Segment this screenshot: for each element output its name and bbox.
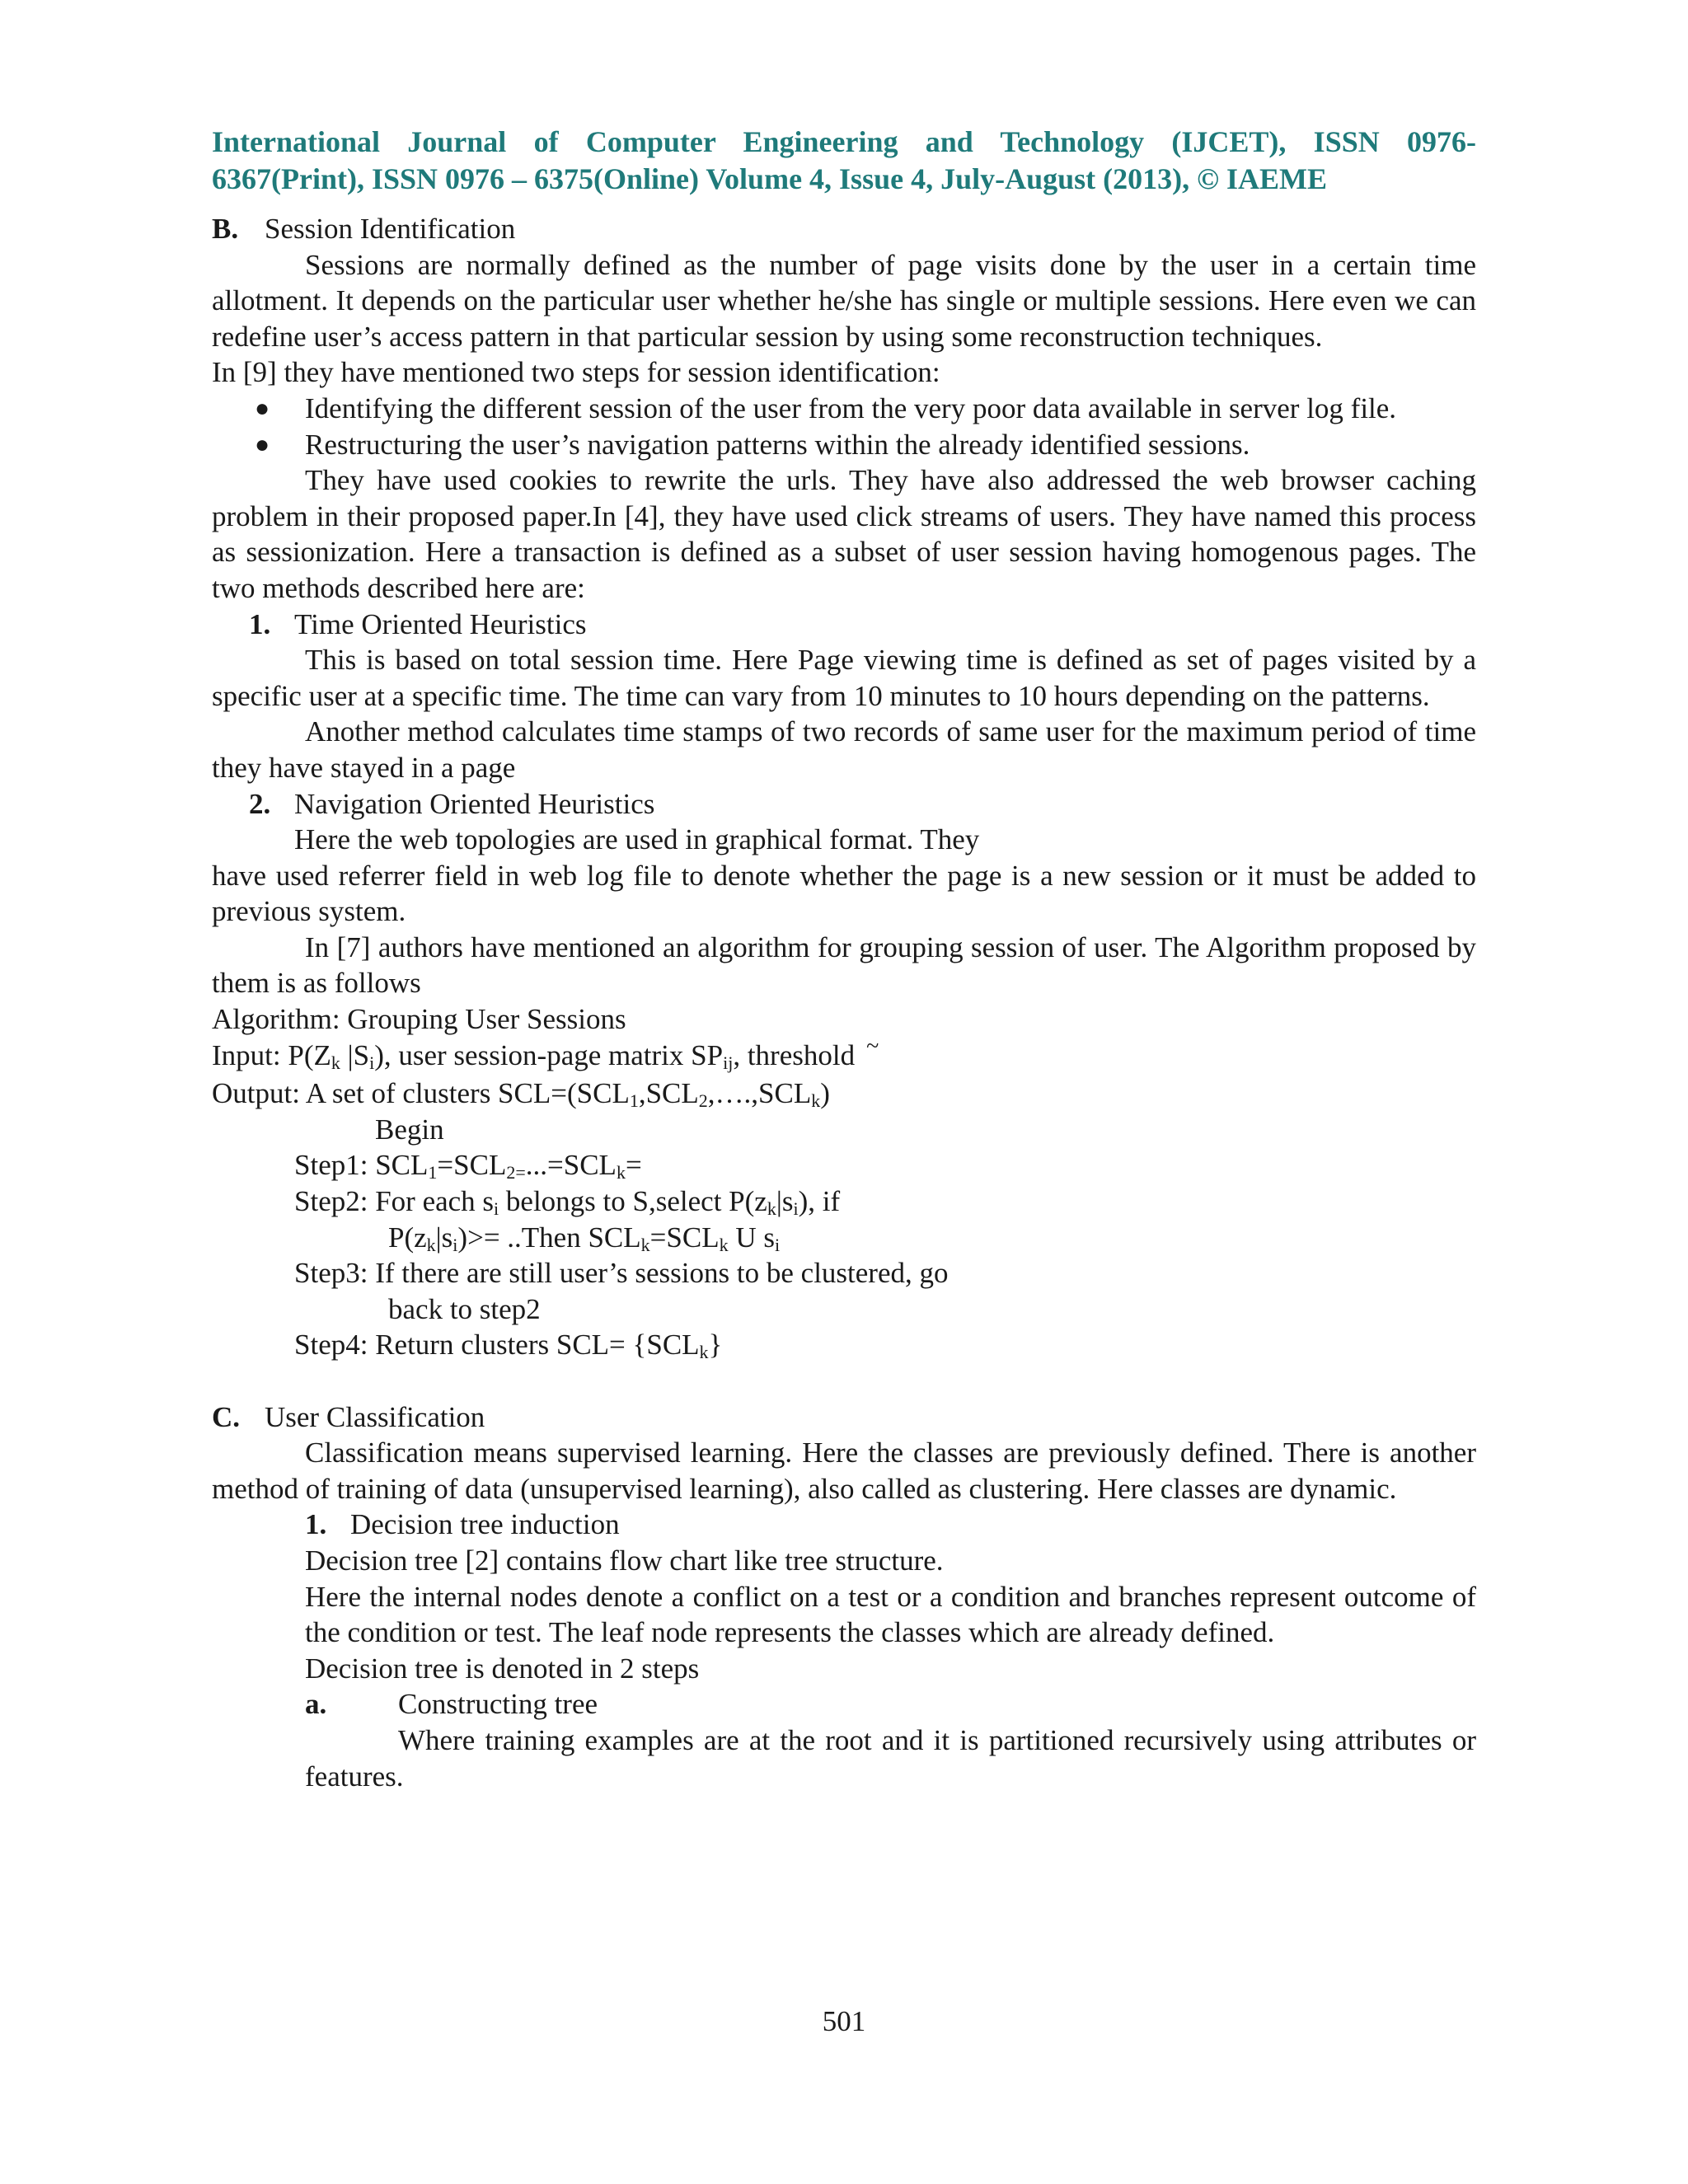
decision-tree-number: 1.	[305, 1508, 327, 1541]
section-b-paragraph-4: In [7] authors have mentioned an algorithm for grouping session of user. The Algorithm proposed by them is as follows	[212, 930, 1476, 1000]
list-item-text: Identifying the different session of the user from the very poor data available in server log file.	[305, 391, 1397, 424]
section-b-paragraph-3: They have used cookies to rewrite the urls. They have also addressed the web browser caching problem in their proposed paper.In [4], they have used click streams of users. They have named this process as sessionization. Here a transaction is defined as a subset of user session having homogenous pages. The two methods described here are:	[212, 464, 1476, 604]
section-c-heading	[212, 1399, 1476, 1436]
section-b-title: Session Identification	[265, 213, 516, 245]
algorithm-step-1: Step1: $SCL_1=SCL_{2=}...=SCL_k=$	[294, 1149, 642, 1183]
decision-tree-title: Decision tree induction	[350, 1508, 620, 1541]
heuristic-1-heading	[212, 607, 1476, 643]
list-item	[212, 391, 1476, 427]
algorithm-step-3-continued: back to step2	[388, 1292, 541, 1325]
session-steps-list	[212, 391, 1476, 462]
list-item-text: Restructuring the user’s navigation patterns within the already identified sessions.	[305, 428, 1250, 461]
heuristic-2-heading	[212, 786, 1476, 823]
heuristic-1-number: 1.	[249, 607, 271, 640]
tilde-mark: ~	[866, 1033, 879, 1059]
algorithm-step-3: Step3: If there are still user’s sessions to be clustered, go	[294, 1257, 949, 1290]
decision-tree-heading	[212, 1507, 1476, 1543]
decision-tree-line-1: Decision tree [2] contains flow chart like tree structure.	[305, 1544, 944, 1577]
heuristic-1-title: Time Oriented Heuristics	[294, 607, 587, 640]
decision-tree-line-3: Decision tree is denoted in 2 steps	[305, 1652, 700, 1685]
heuristic-2-line-1: Here the web topologies are used in graphical format. They	[294, 823, 980, 856]
spacer	[212, 1363, 1476, 1399]
section-c-label: C.	[212, 1400, 241, 1433]
bullet-icon: ●	[255, 394, 270, 422]
constructing-tree-body	[212, 1722, 1476, 1794]
constructing-tree-paragraph: Where training examples are at the root and it is partitioned recursively using attributes or features.	[305, 1723, 1476, 1793]
section-c-title: User Classification	[265, 1400, 485, 1433]
heuristic-1-paragraph-1: This is based on total session time. Here Page viewing time is defined as set of pages visited by a specific user at a specific time. The time can vary from 10 minutes to 10 hours depending on the patterns.	[212, 644, 1476, 712]
algorithm-step-4: Step4: Return clusters $SCL= \{SCL_k\}$	[294, 1329, 723, 1363]
algorithm-input: Input: $P(Z_k$ $|S_i$), user session-page matrix $SP_{ij}$, threshold ~	[212, 1033, 879, 1073]
heuristic-2-number: 2.	[249, 787, 271, 820]
list-item	[212, 427, 1476, 463]
heuristic-2-title: Navigation Oriented Heuristics	[294, 787, 655, 820]
constructing-tree-heading	[212, 1686, 1476, 1722]
decision-tree-paragraph: Here the internal nodes denote a conflict on a test or a condition and branches represent outcome of the condition or test. The leaf node represents the classes which are already defined.	[305, 1580, 1476, 1649]
algorithm-output: Output: A set of clusters $SCL=(SCL_1,SCL_2,\dots.,SCL_k)$	[212, 1077, 830, 1112]
algorithm-title: Algorithm: Grouping User Sessions	[212, 1003, 626, 1036]
section-b-paragraph-1: Sessions are normally defined as the number of page visits done by the user in a certain time allotment. It depends on the particular user whether he/she has single or multiple sessions. Here even we can redefine user’s access pattern in that particular session by using some reconstruction techniques.	[212, 248, 1476, 353]
decision-tree-body	[212, 1543, 1476, 1686]
bullet-icon: ●	[255, 430, 270, 458]
constructing-tree-label: a.	[305, 1688, 327, 1721]
section-b-label: B.	[212, 213, 239, 245]
page-number: 501	[822, 2005, 866, 2037]
algorithm-block	[212, 1001, 1476, 1363]
algorithm-step-2: Step2: For each $s_i$ belongs to S,select $P(z_k|s_i)$, if	[294, 1185, 841, 1220]
constructing-tree-title: Constructing tree	[398, 1688, 598, 1721]
algorithm-begin: Begin	[375, 1113, 444, 1146]
heuristic-1-paragraph-2: Another method calculates time stamps of two records of same user for the maximum period of time they have stayed in a page	[212, 715, 1476, 784]
journal-header-line-2: 6367(Print), ISSN 0976 – 6375(Online) Volume 4, Issue 4, July-August (2013), © IAEME	[212, 162, 1328, 195]
section-b-paragraph-2: In [9] they have mentioned two steps for session identification:	[212, 356, 940, 389]
journal-header	[212, 124, 1476, 198]
section-c-paragraph-1: Classification means supervised learning. Here the classes are previously defined. There is another method of training of data (unsupervised learning), also called as clustering. Here classes are dynamic.	[212, 1436, 1476, 1505]
journal-header-line-1: International Journal of Computer Engineering and Technology (IJCET), ISSN 0976-	[212, 125, 1476, 158]
heuristic-2-paragraph: have used referrer field in web log file to denote whether the page is a new session or it must be added to previous system.	[212, 859, 1476, 928]
paper-page	[212, 124, 1476, 1794]
section-b-heading	[212, 211, 1476, 247]
algorithm-step-2-condition: $P(z_k|s_i)>=$ ..Then $SCL_k=SCL_k$ U $s_i$	[388, 1221, 781, 1255]
